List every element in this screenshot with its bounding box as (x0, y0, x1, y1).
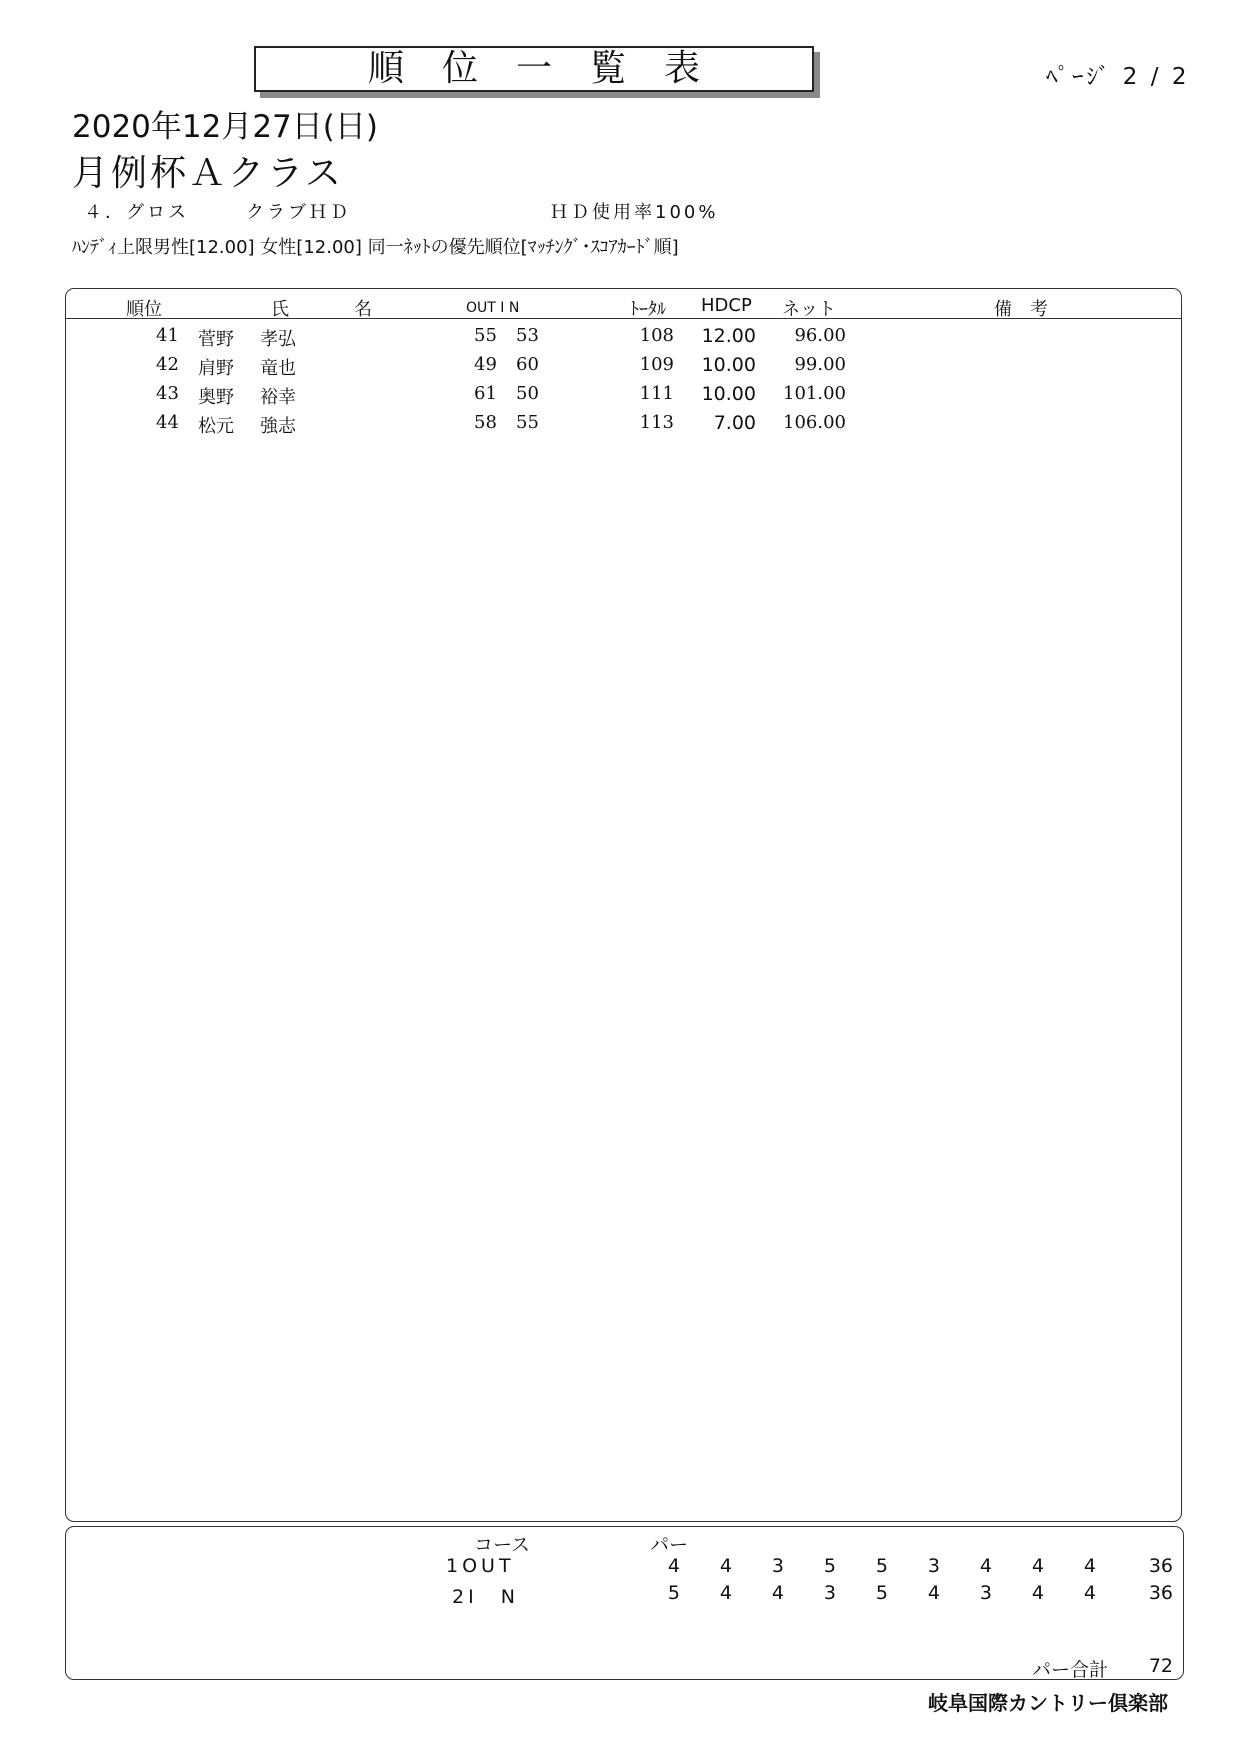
in-score-cell: 53 (516, 325, 539, 346)
total-cell: 111 (639, 383, 674, 404)
rank-cell: 41 (156, 325, 179, 346)
par-row-out (0, 1555, 1240, 1581)
in-score-cell: 55 (516, 412, 539, 433)
par-hole-cell: 5 (823, 1555, 836, 1577)
par-hole-cell: 4 (1031, 1582, 1044, 1604)
out-score-cell: 61 (474, 383, 497, 404)
par-hole-cell: 4 (1031, 1555, 1044, 1577)
surname-cell: 松元 (198, 416, 234, 437)
hdcp-cell: 10.00 (701, 354, 756, 376)
scoring-format: ４．グロス (84, 202, 189, 223)
rank-cell: 43 (156, 383, 179, 404)
net-cell: 101.00 (783, 383, 846, 404)
handicap-type: クラブＨＤ (246, 202, 351, 223)
total-cell: 108 (639, 325, 674, 346)
par-hole-cell: 4 (927, 1582, 940, 1604)
par-hole-cell: 5 (875, 1582, 888, 1604)
net-cell: 96.00 (794, 325, 846, 346)
par-hole-cell: 4 (771, 1582, 784, 1604)
net-cell: 106.00 (783, 412, 846, 433)
par-hole-cell: 5 (875, 1555, 888, 1577)
page-title: 順位一覧表 (254, 46, 814, 92)
par-hole-cell: 4 (1083, 1555, 1096, 1577)
par-row-in (0, 1582, 1240, 1608)
net-cell: 99.00 (794, 354, 846, 375)
course-label: コース (474, 1534, 531, 1556)
surname-cell: 奥野 (198, 387, 234, 408)
par-hole-cell: 4 (719, 1555, 732, 1577)
hdcp-cell: 7.00 (713, 412, 756, 434)
out-score-cell: 55 (474, 325, 497, 346)
handicap-rules: ﾊﾝﾃﾞｨ上限男性[12.00] 女性[12.00] 同一ﾈｯﾄの優先順位[ﾏｯﾁﾝｸﾞ･ｽｺｱｶｰﾄﾞ順] (72, 237, 679, 258)
par-hole-cell: 4 (667, 1555, 680, 1577)
results-table (65, 288, 1182, 1522)
table-row (0, 383, 1240, 412)
total-cell: 113 (639, 412, 674, 433)
total-cell: 109 (639, 354, 674, 375)
column-header-hdcp: HDCP (701, 295, 752, 316)
par-total-value: 72 (1148, 1655, 1173, 1677)
column-header-out-in: OUT I N (466, 300, 520, 316)
hdcp-cell: 12.00 (701, 325, 756, 347)
column-header-given-name: 名 (354, 299, 372, 320)
par-hole-cell: 3 (823, 1582, 836, 1604)
column-header-remarks: 備 考 (994, 299, 1048, 320)
surname-cell: 肩野 (198, 358, 234, 379)
table-row (0, 354, 1240, 383)
table-row (0, 325, 1240, 354)
rank-cell: 44 (156, 412, 179, 433)
par-course-total: 36 (1148, 1582, 1173, 1604)
column-header-net: ネット (782, 299, 836, 320)
given-name-cell: 強志 (260, 416, 296, 437)
in-score-cell: 60 (516, 354, 539, 375)
hdcp-cell: 10.00 (701, 383, 756, 405)
page-indicator: ﾍﾟｰｼﾞ 2 / 2 (1046, 64, 1190, 90)
given-name-cell: 孝弘 (260, 329, 296, 350)
par-hole-cell: 4 (719, 1582, 732, 1604)
par-hole-cell: 5 (667, 1582, 680, 1604)
par-course-total: 36 (1148, 1555, 1173, 1577)
column-header-surname: 氏 (271, 299, 289, 320)
column-header-rank: 順位 (126, 299, 162, 320)
table-row (0, 412, 1240, 441)
event-name: 月例杯Ａクラス (72, 153, 344, 194)
given-name-cell: 裕幸 (260, 387, 296, 408)
handicap-rate: ＨＤ使用率100% (550, 202, 719, 223)
event-date: 2020年12月27日(日) (72, 109, 378, 145)
par-hole-cell: 4 (1083, 1582, 1096, 1604)
out-score-cell: 49 (474, 354, 497, 375)
par-hole-cell: 3 (979, 1582, 992, 1604)
course-name-out: 1OUT (446, 1555, 515, 1577)
surname-cell: 菅野 (198, 329, 234, 350)
par-hole-cell: 3 (927, 1555, 940, 1577)
in-score-cell: 50 (516, 383, 539, 404)
club-name: 岐阜国際カントリー倶楽部 (928, 1691, 1168, 1715)
column-header-total: ﾄｰﾀﾙ (630, 299, 666, 320)
par-hole-cell: 3 (771, 1555, 784, 1577)
par-hole-cell: 4 (979, 1555, 992, 1577)
given-name-cell: 竜也 (260, 358, 296, 379)
out-score-cell: 58 (474, 412, 497, 433)
par-total-label: パー合計 (1032, 1659, 1109, 1681)
par-label: パー (650, 1534, 689, 1556)
course-name-in: 2I N (452, 1586, 519, 1608)
rank-cell: 42 (156, 354, 179, 375)
